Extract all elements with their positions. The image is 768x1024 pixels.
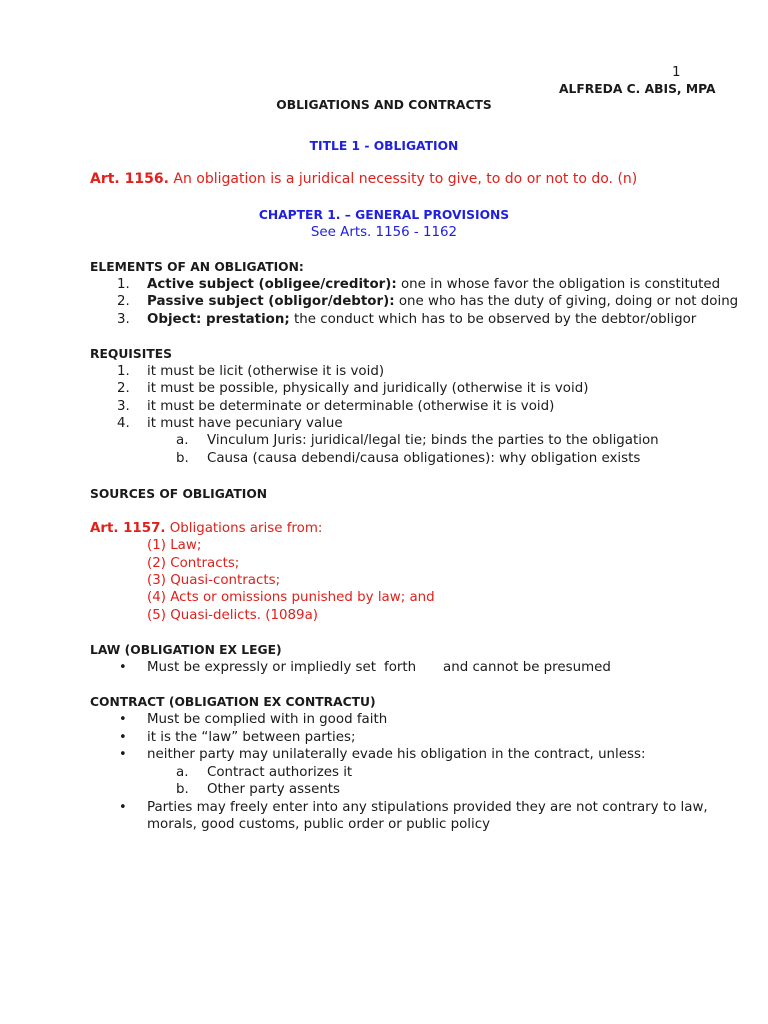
sublist-item: Vinculum Juris: juridical/legal tie; binds the parties to the obligation xyxy=(207,433,659,448)
sublist-letter: b. xyxy=(176,782,189,797)
element-term: Object: prestation; xyxy=(147,312,290,327)
list-item: it must have pecuniary value xyxy=(147,416,343,431)
art-1156-label: Art. 1156. xyxy=(90,171,169,187)
source-item: (2) Contracts; xyxy=(147,556,240,571)
chapter-1-heading: CHAPTER 1. – GENERAL PROVISIONS xyxy=(258,208,510,222)
contract-bullet-line2: morals, good customs, public order or public policy xyxy=(147,817,491,832)
art-1157-text: Obligations arise from: xyxy=(165,521,323,536)
author-name: ALFREDA C. ABIS, MPA xyxy=(559,82,716,96)
list-item xyxy=(147,276,720,293)
contract-bullet: neither party may unilaterally evade his obligation in the contract, unless: xyxy=(147,747,646,762)
list-number: 2. xyxy=(117,381,130,396)
sublist-letter: a. xyxy=(176,433,189,448)
element-term: Active subject (obligee/creditor): xyxy=(147,277,397,292)
law-bullet-part3: and cannot be presumed xyxy=(443,660,611,675)
list-item xyxy=(147,293,738,310)
sublist-item: Causa (causa debendi/causa obligationes): why obligation exists xyxy=(207,451,641,466)
document-title: OBLIGATIONS AND CONTRACTS xyxy=(276,98,492,112)
elements-heading: ELEMENTS OF AN OBLIGATION: xyxy=(90,260,304,274)
list-item: it must be possible, physically and juridically (otherwise it is void) xyxy=(147,381,589,396)
list-item: it must be licit (otherwise it is void) xyxy=(147,364,385,379)
law-bullet-part2: forth xyxy=(384,660,417,675)
art-1157 xyxy=(90,520,322,537)
list-number: 3. xyxy=(117,312,130,327)
contract-bullet-line1: Parties may freely enter into any stipulations provided they are not contrary to law, xyxy=(147,800,708,815)
element-desc: one in whose favor the obligation is constituted xyxy=(396,277,721,292)
sublist-item: Other party assents xyxy=(207,782,341,797)
bullet-icon: • xyxy=(119,800,127,815)
list-item: it must be determinate or determinable (otherwise it is void) xyxy=(147,399,555,414)
sources-heading: SOURCES OF OBLIGATION xyxy=(90,487,268,501)
bullet-icon: • xyxy=(119,747,127,762)
list-number: 1. xyxy=(117,277,130,292)
sublist-letter: a. xyxy=(176,765,189,780)
list-number: 4. xyxy=(117,416,130,431)
sublist-letter: b. xyxy=(176,451,189,466)
art-1157-label: Art. 1157. xyxy=(90,521,166,536)
art-1156-text: An obligation is a juridical necessity to give, to do or not to do. (n) xyxy=(168,171,638,187)
list-number: 2. xyxy=(117,294,130,309)
title-1-heading: TITLE 1 - OBLIGATION xyxy=(309,139,459,153)
contract-bullet: it is the “law” between parties; xyxy=(147,730,356,745)
page-number: 1 xyxy=(672,65,681,80)
list-number: 1. xyxy=(117,364,130,379)
element-desc: the conduct which has to be observed by the debtor/obligor xyxy=(289,312,697,327)
chapter-see-arts: See Arts. 1156 - 1162 xyxy=(310,225,458,240)
bullet-icon: • xyxy=(119,730,127,745)
source-item: (3) Quasi-contracts; xyxy=(147,573,281,588)
list-number: 3. xyxy=(117,399,130,414)
source-item: (5) Quasi-delicts. (1089a) xyxy=(147,608,318,623)
sublist-item: Contract authorizes it xyxy=(207,765,353,780)
art-1156 xyxy=(90,171,637,188)
contract-heading: CONTRACT (OBLIGATION EX CONTRACTU) xyxy=(90,695,376,709)
law-heading: LAW (OBLIGATION EX LEGE) xyxy=(90,643,282,657)
element-desc: one who has the duty of giving, doing or not doing xyxy=(394,294,739,309)
source-item: (1) Law; xyxy=(147,538,202,553)
law-bullet-part1: Must be expressly or impliedly set xyxy=(147,660,377,675)
element-term: Passive subject (obligor/debtor): xyxy=(147,294,395,309)
requisites-heading: REQUISITES xyxy=(90,347,172,361)
bullet-icon: • xyxy=(119,712,127,727)
contract-bullet: Must be complied with in good faith xyxy=(147,712,388,727)
bullet-icon: • xyxy=(119,660,127,675)
list-item xyxy=(147,311,696,328)
source-item: (4) Acts or omissions punished by law; and xyxy=(147,590,435,605)
